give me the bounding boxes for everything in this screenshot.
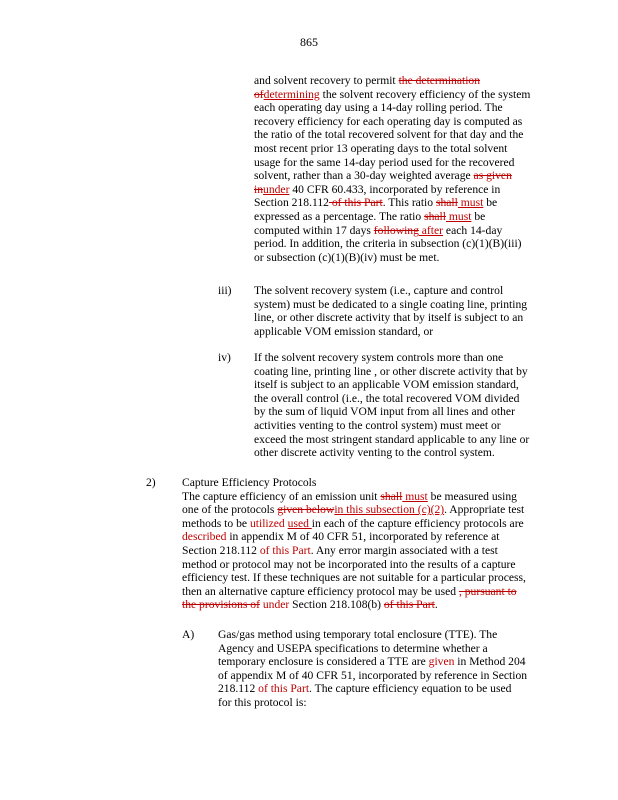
text-line — [254, 88, 530, 102]
text-segment: the solvent recovery efficiency of the system — [319, 87, 531, 101]
revised-text: of this Part — [258, 682, 310, 696]
text-segment: most recent prior 13 operating days to the total solvent — [254, 141, 508, 155]
text-segment: the ratio of the total recovered solvent for that day and the — [254, 128, 524, 142]
text-line — [218, 655, 527, 669]
text-line — [182, 476, 526, 490]
text-line — [254, 128, 530, 142]
text-line — [254, 251, 530, 265]
text-segment: activities venting to the control system) must meet or — [254, 418, 501, 432]
text-segment: be — [471, 209, 486, 223]
text-line — [254, 378, 529, 392]
text-segment: other discrete activity venting to the control system. — [254, 446, 495, 460]
item-iii-text — [254, 284, 527, 338]
text-segment: Section 218.112 — [254, 196, 329, 210]
text-line — [254, 210, 530, 224]
text-segment: temporary enclosure is considered a TTE are — [218, 655, 429, 669]
text-segment: be — [483, 196, 498, 210]
text-line — [254, 169, 530, 183]
text-line — [254, 433, 529, 447]
text-line — [254, 237, 530, 251]
text-segment: exceed the most stringent standard applicable to any line or — [254, 432, 530, 446]
text-line — [182, 571, 526, 585]
inserted-text: must — [445, 209, 472, 223]
text-segment: applicable VOM emission standard, or — [254, 324, 434, 338]
inserted-text: after — [418, 223, 444, 237]
text-line — [218, 682, 527, 696]
text-line — [254, 325, 527, 339]
text-segment: Agency and USEPA specifications to determine whether a — [218, 641, 488, 655]
text-line — [218, 696, 527, 710]
page-number: 865 — [300, 35, 318, 49]
text-line — [182, 490, 526, 504]
item-label-iii: iii) — [218, 284, 232, 297]
text-segment: and solvent recovery to permit — [254, 74, 399, 87]
text-line — [218, 669, 527, 683]
text-segment: itself is subject to an applicable VOM emission standard, — [254, 378, 519, 392]
text-line — [182, 598, 526, 612]
text-line — [254, 74, 530, 88]
text-line — [254, 183, 530, 197]
text-line — [254, 284, 527, 298]
paragraph-solvent-recovery — [254, 74, 530, 264]
text-line — [182, 558, 526, 572]
text-segment: each operating day using a 14-day rolling period. The — [254, 101, 503, 115]
text-segment: then an alternative capture efficiency protocol may be used — [182, 584, 459, 598]
text-segment: method or protocol may not be incorporated into the results of a capture — [182, 557, 516, 571]
text-line — [182, 530, 526, 544]
deleted-text: shall — [435, 196, 458, 210]
text-segment: Capture Efficiency Protocols — [182, 476, 317, 489]
text-segment: the overall control (i.e., the total recovered VOM divided — [254, 391, 520, 405]
deleted-text: shall — [424, 209, 446, 223]
inserted-text: in this subsection (c)(2) — [334, 503, 445, 517]
deleted-text: of this Part — [383, 598, 435, 612]
text-segment: expressed as a percentage. The ratio — [254, 209, 425, 223]
text-segment: . This ratio — [382, 196, 436, 210]
section-label-2: 2) — [146, 476, 156, 489]
deleted-text: , pursuant to — [458, 584, 517, 598]
text-segment: 40 CFR 60.433, incorporated by reference in — [289, 182, 501, 196]
text-segment: solvent, rather than a 30-day weighted average — [254, 169, 474, 183]
text-segment: 218.112 — [218, 682, 259, 696]
text-line — [254, 224, 530, 238]
text-line — [218, 642, 527, 656]
text-line — [254, 392, 529, 406]
inserted-text: determining — [263, 87, 320, 101]
text-segment: for this protocol is: — [218, 695, 307, 709]
text-line — [254, 351, 529, 365]
text-line — [254, 196, 530, 210]
item-label-A: A) — [182, 628, 195, 641]
deleted-text: of this Part — [328, 196, 383, 210]
text-line — [182, 517, 526, 531]
text-segment: or subsection (c)(1)(B)(iv) must be met. — [254, 250, 440, 264]
text-segment: in appendix M of 40 CFR 51, incorporated by reference at — [226, 530, 500, 544]
deleted-text: as given — [473, 169, 512, 183]
text-line — [182, 503, 526, 517]
text-segment: by the sum of liquid VOM input from all lines and other — [254, 405, 515, 419]
text-segment: Gas/gas method using temporary total enclosure (TTE). The — [218, 628, 498, 641]
text-line — [254, 156, 530, 170]
text-segment: The solvent recovery system (i.e., capture and control — [254, 284, 504, 297]
text-line — [254, 298, 527, 312]
text-segment: . Any error margin associated with a test — [310, 543, 498, 557]
text-line — [254, 101, 530, 115]
text-segment: methods to be — [182, 516, 250, 530]
text-segment: coating line, printing line , or other discrete activity that by — [254, 364, 528, 378]
text-segment: of appendix M of 40 CFR 51, incorporated by reference in Section — [218, 668, 528, 682]
deleted-text: the determination — [398, 74, 481, 87]
text-line — [218, 628, 527, 642]
text-segment: recovery efficiency for each operating day is computed as — [254, 114, 523, 128]
deleted-text: in — [254, 182, 264, 196]
text-line — [254, 311, 527, 325]
deleted-text: given below — [277, 503, 335, 517]
text-segment: efficiency test. If these techniques are not suitable for a particular process, — [182, 571, 526, 585]
item-label-iv: iv) — [218, 351, 231, 364]
text-segment: Section 218.108(b) — [289, 598, 384, 612]
text-segment: If the solvent recovery system controls more than one — [254, 351, 504, 364]
inserted-text: used — [287, 516, 312, 530]
item-A-gas-gas-method — [218, 628, 527, 710]
text-segment: each 14-day — [443, 223, 503, 237]
text-line — [182, 544, 526, 558]
deleted-text: shall — [380, 489, 403, 503]
text-segment: . Appropriate test — [444, 503, 525, 517]
text-segment: usage for the same 14-day period used for the recovered — [254, 155, 515, 169]
inserted-text: under — [263, 182, 290, 196]
text-segment: period. In addition, the criteria in subsection (c)(1)(B)(iii) — [254, 237, 522, 251]
deleted-text: of — [254, 87, 264, 101]
revised-text: under — [262, 598, 290, 612]
text-line — [254, 115, 530, 129]
text-segment: . — [434, 598, 438, 612]
revised-text: of this Part — [259, 543, 311, 557]
text-line — [254, 142, 530, 156]
text-line — [254, 365, 529, 379]
text-segment: be measured using — [427, 489, 517, 503]
text-segment: system) must be dedicated to a single coating line, printing — [254, 297, 528, 311]
text-segment: computed within 17 days — [254, 223, 374, 237]
text-segment: one of the protocols — [182, 503, 278, 517]
text-segment: Section 218.112 — [182, 543, 260, 557]
deleted-text: the provisions of — [182, 598, 260, 612]
inserted-text: must — [457, 196, 484, 210]
text-segment: line, or other discrete activity that by itself is subject to an — [254, 311, 524, 325]
text-line — [182, 585, 526, 599]
text-line — [254, 419, 529, 433]
revised-text: described — [182, 530, 227, 544]
text-segment: The capture efficiency of an emission unit — [182, 489, 381, 503]
text-segment: in Method 204 — [454, 655, 526, 669]
text-segment: in each of the capture efficiency protocols are — [311, 516, 524, 530]
item-iv-text — [254, 351, 529, 460]
revised-text: given — [428, 655, 455, 669]
text-line — [254, 405, 529, 419]
deleted-text: following — [373, 223, 419, 237]
text-segment: . The capture efficiency equation to be used — [309, 682, 512, 696]
revised-text: utilized — [249, 516, 285, 530]
inserted-text: must — [402, 489, 428, 503]
section-2-capture-efficiency — [182, 476, 526, 612]
text-line — [254, 446, 529, 460]
